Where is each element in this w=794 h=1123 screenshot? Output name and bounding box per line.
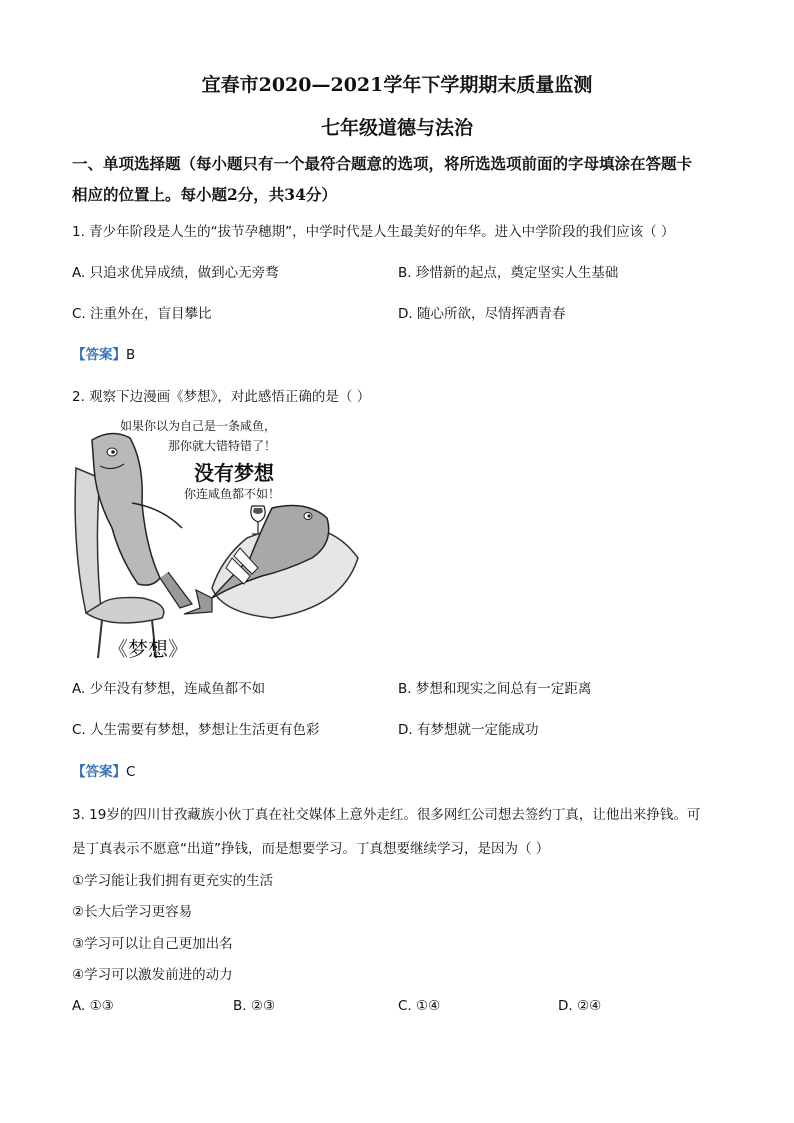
question-2-option-b: B. 梦想和现实之间总有一定距离 [398, 681, 592, 697]
answer-value: C [126, 764, 136, 780]
page-title: 宜春市2020—2021学年下学期期末质量监测 [201, 74, 593, 96]
question-3-statement-4: ④学习可以激发前进的动力 [72, 967, 233, 983]
cartoon-dream [72, 408, 360, 668]
answer-value: B [126, 347, 136, 363]
question-2-answer [72, 760, 135, 780]
question-3-option-a: A. ①③ [72, 998, 114, 1014]
cartoon-illustration [72, 408, 360, 668]
question-3-stem-line2: 是丁真表示不愿意“出道”挣钱，而是想要学习。丁真想要继续学习，是因为（ ） [72, 841, 550, 857]
cartoon-text-line1: 如果你以为自己是一条咸鱼， [120, 419, 277, 433]
question-2-option-a: A. 少年没有梦想，连咸鱼都不如 [72, 681, 266, 697]
section-heading-line1: 一、单项选择题（每小题只有一个最符合题意的选项，将所选选项前面的字母填涂在答题卡 [72, 154, 693, 173]
question-3-stem-line1: 3. 19岁的四川甘孜藏族小伙丁真在社交媒体上意外走红。很多网红公司想去签约丁真，让他出来挣钱。可 [72, 807, 701, 823]
question-1-option-b: B. 珍惜新的起点，奠定坚实人生基础 [398, 265, 619, 281]
question-3-statement-2: ②长大后学习更容易 [72, 904, 193, 920]
question-2-option-d: D. 有梦想就一定能成功 [398, 722, 539, 738]
question-3-option-d: D. ②④ [558, 998, 602, 1014]
question-3-option-c: C. ①④ [398, 998, 441, 1014]
question-1-option-c: C. 注重外在，盲目攀比 [72, 306, 212, 322]
section-heading-line2: 相应的位置上。每小题2分，共34分） [72, 185, 337, 204]
page-subtitle: 七年级道德与法治 [320, 117, 473, 139]
cartoon-caption: 《梦想》 [108, 637, 188, 661]
question-1-option-a: A. 只追求优异成绩，做到心无旁骛 [72, 265, 279, 281]
answer-tag: 【答案】 [72, 764, 126, 780]
question-2-stem: 2. 观察下边漫画《梦想》，对此感悟正确的是（ ） [72, 389, 371, 405]
question-3-statement-1: ①学习能让我们拥有更充实的生活 [72, 873, 274, 889]
question-2-option-c: C. 人生需要有梦想，梦想让生活更有色彩 [72, 722, 320, 738]
question-3-statement-3: ③学习可以让自己更加出名 [72, 936, 233, 952]
cartoon-text-line2: 那你就大错特错了！ [168, 439, 277, 453]
cartoon-text-line4: 你连咸鱼都不如！ [184, 487, 281, 501]
cartoon-text-line3: 没有梦想 [194, 461, 274, 485]
answer-tag: 【答案】 [72, 347, 126, 363]
question-1-answer [72, 343, 135, 363]
question-1-option-d: D. 随心所欲，尽情挥洒青春 [398, 306, 566, 322]
question-3-option-b: B. ②③ [233, 998, 276, 1014]
question-1-stem: 1. 青少年阶段是人生的“拔节孕穗期”，中学时代是人生最美好的年华。进入中学阶段的我们应该（ ） [72, 224, 675, 240]
